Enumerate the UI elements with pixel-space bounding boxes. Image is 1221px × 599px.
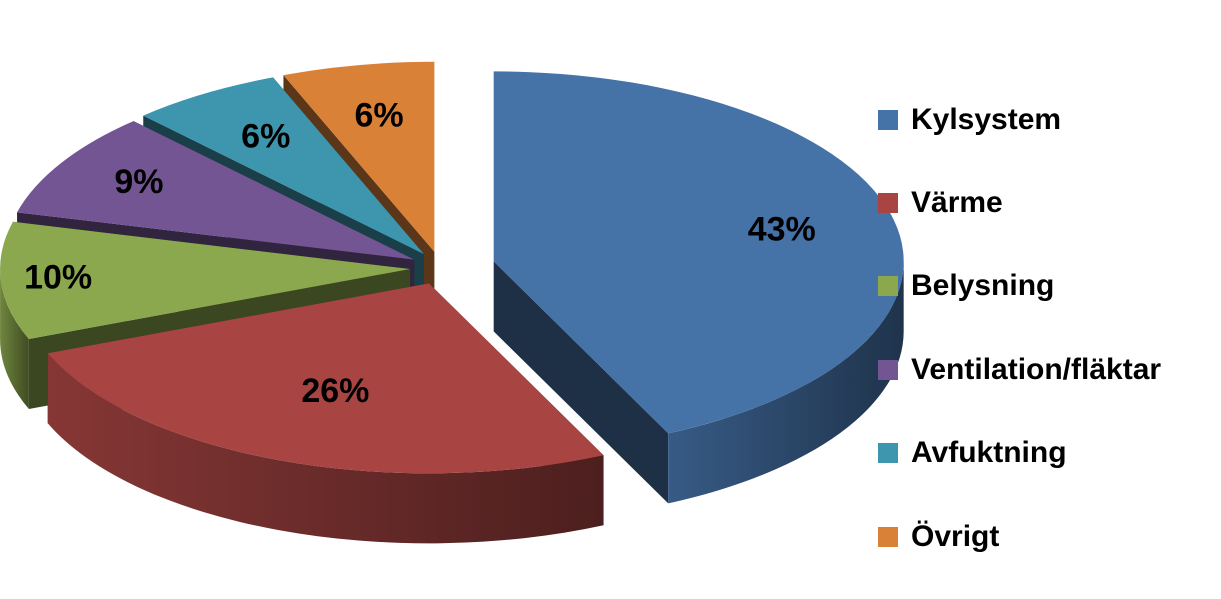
data-label: 10% <box>24 258 93 297</box>
data-label: 9% <box>114 163 164 202</box>
legend-label: Belysning <box>911 269 1055 303</box>
legend-item <box>878 78 1218 161</box>
legend-item <box>878 412 1218 495</box>
data-label: 26% <box>301 371 370 410</box>
legend-item <box>878 161 1218 244</box>
legend-swatch <box>878 527 898 547</box>
legend-swatch <box>878 193 898 213</box>
legend-swatch <box>878 360 898 380</box>
data-label: 43% <box>747 210 816 249</box>
legend-item <box>878 328 1218 411</box>
legend-swatch <box>878 110 898 130</box>
legend-label: Värme <box>911 186 1003 220</box>
legend-item <box>878 245 1218 328</box>
legend-swatch <box>878 276 898 296</box>
legend <box>878 78 1218 578</box>
data-label: 6% <box>354 96 404 135</box>
legend-label: Kylsystem <box>911 102 1062 136</box>
legend-label: Ventilation/fläktar <box>911 352 1162 386</box>
legend-swatch <box>878 443 898 463</box>
legend-label: Övrigt <box>911 519 1000 553</box>
data-label: 6% <box>241 117 291 156</box>
legend-item <box>878 495 1218 578</box>
legend-label: Avfuktning <box>911 436 1067 470</box>
